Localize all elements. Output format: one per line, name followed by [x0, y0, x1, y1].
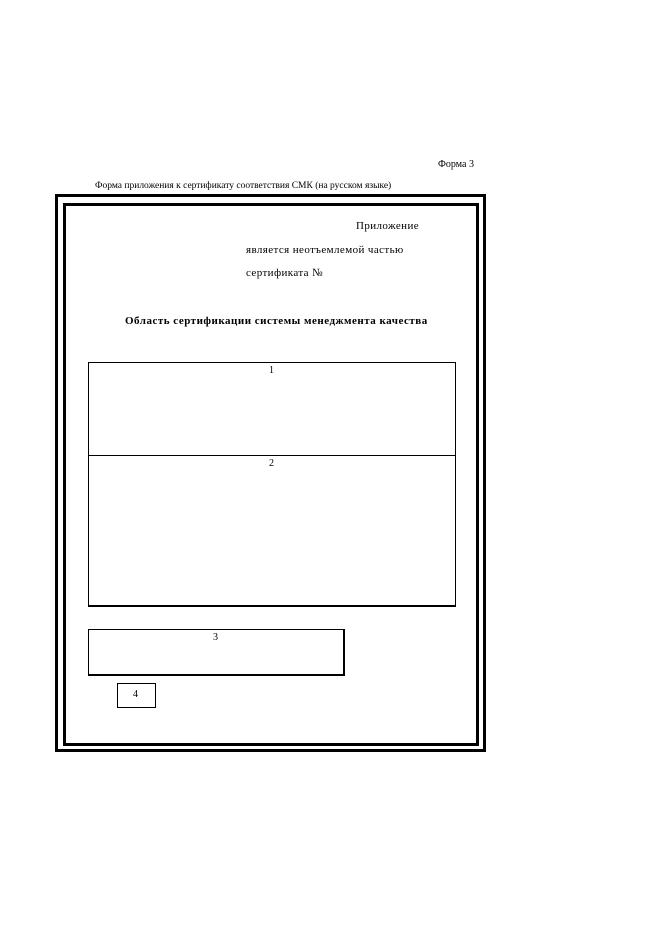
- form-caption: Форма приложения к сертификату соответствия СМК (на русском языке): [95, 181, 392, 191]
- field-number-2: 2: [269, 458, 274, 469]
- appendix-line-2: сертификата №: [246, 267, 324, 279]
- form-number: Форма 3: [438, 159, 474, 170]
- appendix-line-1: является неотъемлемой частью: [246, 244, 404, 256]
- field-number-1: 1: [269, 365, 274, 376]
- field-box-3: [88, 629, 345, 676]
- field-number-4: 4: [133, 689, 138, 700]
- scope-title: Область сертификации системы менеджмента качества: [125, 315, 428, 327]
- field-box-2: [88, 455, 456, 607]
- appendix-title: Приложение: [356, 220, 420, 232]
- field-number-3: 3: [213, 632, 218, 643]
- field-box-1: [88, 362, 456, 456]
- field-box-4: [117, 683, 156, 708]
